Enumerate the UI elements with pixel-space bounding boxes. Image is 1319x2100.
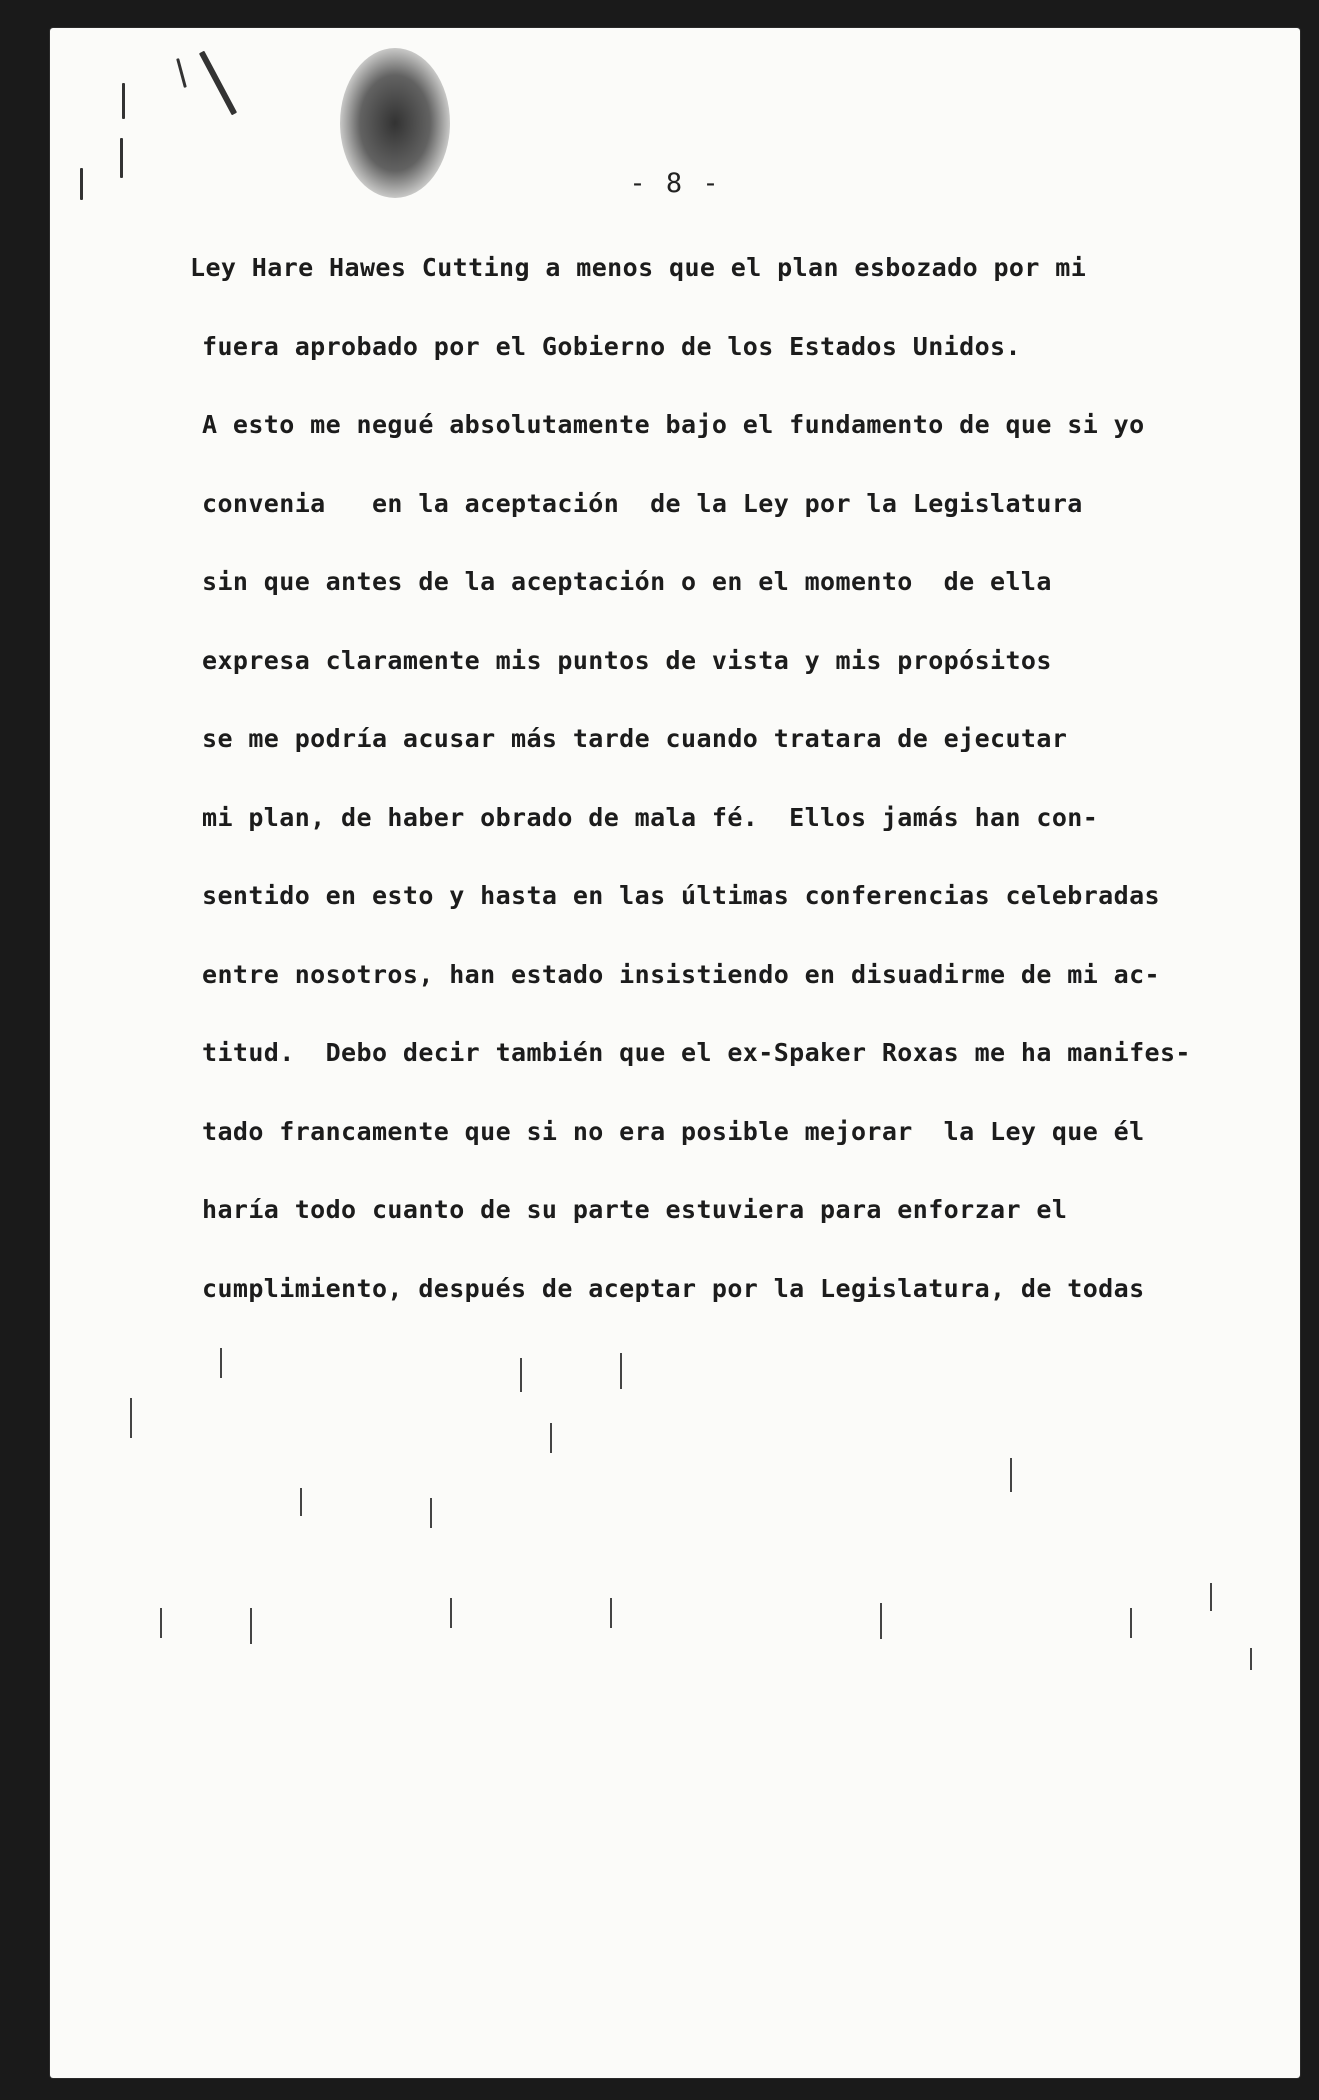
margin-mark [176,58,187,88]
stray-mark [550,1423,552,1453]
stray-mark [520,1358,522,1392]
text-line: entre nosotros, han estado insistiendo en disuadirme de mi ac- [202,959,1160,989]
text-line: tado francamente que si no era posible mejorar la Ley que él [202,1116,1145,1146]
stray-mark [1130,1608,1132,1638]
text-line: cumplimiento, después de aceptar por la Legislatura, de todas [202,1273,1145,1303]
page-number: - 8 - [629,168,721,199]
document-page [50,28,1300,2078]
stray-mark [450,1598,452,1628]
stray-mark [300,1488,302,1516]
text-line: convenia en la aceptación de la Ley por la Legislatura [202,488,1083,518]
text-line: fuera aprobado por el Gobierno de los Estados Unidos. [202,331,1021,361]
text-line: A esto me negué absolutamente bajo el fundamento de que si yo [202,410,1145,439]
stray-mark [620,1353,622,1389]
stray-mark [1210,1583,1212,1611]
text-line: Ley Hare Hawes Cutting a menos que el plan esbozado por mi [190,253,1087,282]
margin-mark [199,51,237,116]
stray-mark [220,1348,222,1378]
stray-mark [880,1603,882,1639]
stray-mark [130,1398,132,1438]
text-line: sentido en esto y hasta en las últimas conferencias celebradas [202,881,1160,910]
stray-mark [610,1598,612,1628]
text-line: titud. Debo decir también que el ex-Spaker Roxas me ha manifes- [202,1038,1191,1067]
stray-mark [1010,1458,1012,1492]
text-line: expresa claramente mis puntos de vista y mis propósitos [202,645,1052,675]
stray-mark [430,1498,432,1528]
text-line: sin que antes de la aceptación o en el momento de ella [202,567,1052,596]
text-line: se me podría acusar más tarde cuando tratara de ejecutar [202,724,1068,753]
stray-mark [250,1608,252,1644]
text-line: mi plan, de haber obrado de mala fé. Ellos jamás han con- [202,802,1099,832]
letter-body [190,248,1250,1347]
margin-mark [122,83,125,119]
stray-mark [1250,1648,1252,1670]
text-line: haría todo cuanto de su parte estuviera para enforzar el [202,1195,1068,1224]
stray-mark [160,1608,162,1638]
